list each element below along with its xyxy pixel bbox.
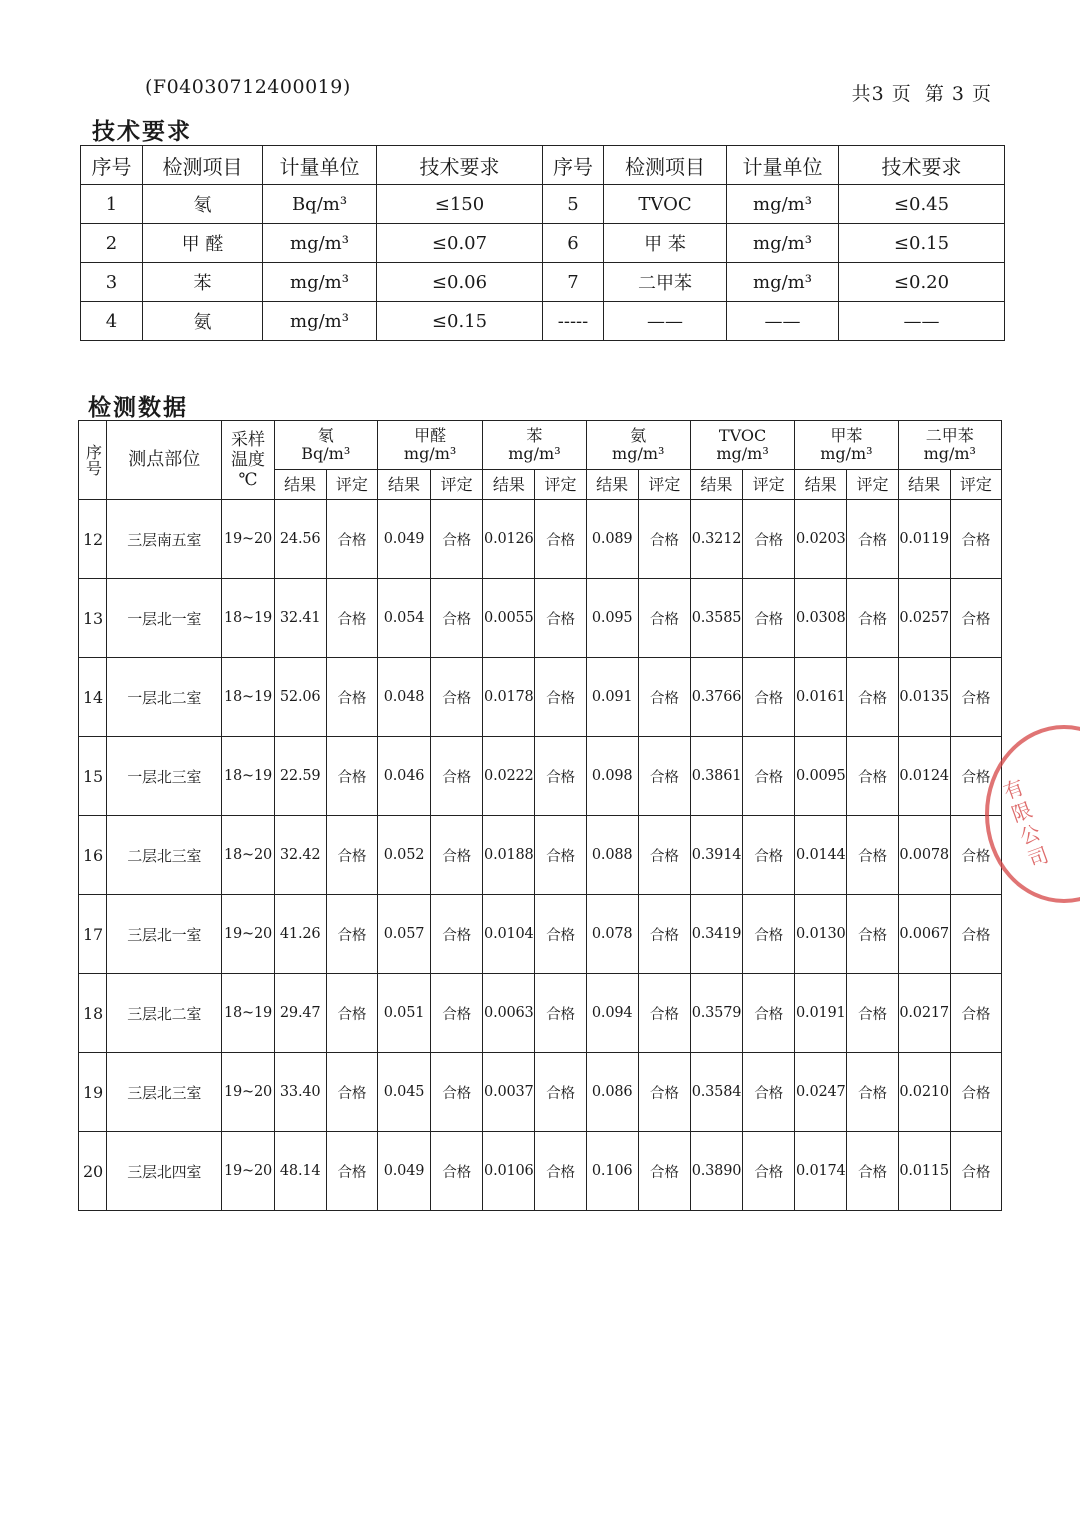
req-cell: 1 [81, 185, 143, 224]
temp-unit: ℃ [238, 470, 258, 490]
req-col-header: 技术要求 [377, 146, 543, 185]
evaluation-value: 合格 [535, 816, 586, 895]
data-row [79, 1053, 1002, 1132]
req-cell: 二甲苯 [604, 263, 727, 302]
row-location: 三层北四室 [107, 1132, 222, 1211]
pollutant-name: 苯 [526, 426, 543, 445]
result-value: 0.078 [586, 895, 638, 974]
evaluation-value: 合格 [950, 974, 1001, 1053]
req-cell: ----- [543, 302, 604, 341]
evaluation-value: 合格 [326, 658, 377, 737]
row-temperature: 19~20 [222, 895, 274, 974]
row-index: 16 [79, 816, 107, 895]
evaluation-value: 合格 [950, 895, 1001, 974]
result-value: 0.0247 [795, 1053, 847, 1132]
requirements-table [80, 145, 1005, 341]
req-cell: 甲 醛 [143, 224, 263, 263]
evaluation-value: 合格 [431, 974, 483, 1053]
data-col-temp [222, 421, 274, 500]
evaluation-value: 合格 [326, 500, 377, 579]
evaluation-value: 合格 [950, 1132, 1001, 1211]
result-value: 33.40 [274, 1053, 326, 1132]
evaluation-value: 合格 [638, 737, 690, 816]
req-cell: 5 [543, 185, 604, 224]
report-number: (F04030712400019) [145, 76, 351, 98]
evaluation-value: 合格 [535, 737, 586, 816]
req-cell: —— [727, 302, 839, 341]
requirements-title: 技术要求 [92, 119, 192, 145]
result-col-header: 结果 [377, 470, 430, 500]
result-col-header: 结果 [483, 470, 535, 500]
result-value: 24.56 [274, 500, 326, 579]
result-value: 0.0037 [483, 1053, 535, 1132]
pollutant-name: 二甲苯 [925, 426, 974, 445]
result-value: 0.3579 [690, 974, 742, 1053]
evaluation-value: 合格 [847, 816, 898, 895]
row-location: 三层南五室 [107, 500, 222, 579]
row-index: 19 [79, 1053, 107, 1132]
result-value: 32.42 [274, 816, 326, 895]
pollutant-unit: mg/m³ [923, 444, 976, 463]
current-page: 第 3 页 [924, 83, 992, 105]
evaluation-value: 合格 [326, 816, 377, 895]
evaluation-value: 合格 [326, 895, 377, 974]
req-cell: —— [839, 302, 1005, 341]
pollutant-name: 甲苯 [830, 426, 863, 445]
req-cell: 2 [81, 224, 143, 263]
data-row [79, 658, 1002, 737]
req-cell: 3 [81, 263, 143, 302]
evaluation-value: 合格 [950, 737, 1001, 816]
row-temperature: 19~20 [222, 500, 274, 579]
evaluation-value: 合格 [431, 579, 483, 658]
evaluation-value: 合格 [431, 1053, 483, 1132]
result-value: 0.095 [586, 579, 638, 658]
pollutant-header [898, 421, 1001, 470]
evaluation-value: 合格 [535, 895, 586, 974]
result-value: 0.0067 [898, 895, 950, 974]
result-value: 0.0188 [483, 816, 535, 895]
evaluation-value: 合格 [743, 1053, 795, 1132]
result-value: 0.0115 [898, 1132, 950, 1211]
evaluation-value: 合格 [743, 500, 795, 579]
row-index: 15 [79, 737, 107, 816]
data-title: 检测数据 [88, 395, 188, 421]
result-value: 0.3890 [690, 1132, 742, 1211]
row-index: 17 [79, 895, 107, 974]
pollutant-name: 氡 [317, 426, 334, 445]
row-temperature: 18~19 [222, 974, 274, 1053]
eval-col-header: 评定 [743, 470, 795, 500]
req-cell: ≤0.06 [377, 263, 543, 302]
evaluation-value: 合格 [431, 658, 483, 737]
result-value: 0.057 [377, 895, 430, 974]
requirements-row [81, 185, 1005, 224]
result-col-header: 结果 [586, 470, 638, 500]
req-cell: —— [604, 302, 727, 341]
temp-label-line1: 采样 [231, 430, 266, 450]
req-col-header: 序号 [543, 146, 604, 185]
evaluation-value: 合格 [950, 1053, 1001, 1132]
evaluation-value: 合格 [431, 1132, 483, 1211]
evaluation-value: 合格 [431, 737, 483, 816]
evaluation-value: 合格 [847, 1053, 898, 1132]
row-temperature: 18~19 [222, 579, 274, 658]
result-value: 0.0106 [483, 1132, 535, 1211]
result-col-header: 结果 [898, 470, 950, 500]
evaluation-value: 合格 [326, 974, 377, 1053]
evaluation-value: 合格 [535, 500, 586, 579]
requirements-row [81, 263, 1005, 302]
evaluation-value: 合格 [638, 816, 690, 895]
pollutant-header [274, 421, 377, 470]
row-index: 18 [79, 974, 107, 1053]
data-row [79, 1132, 1002, 1211]
result-value: 0.3419 [690, 895, 742, 974]
req-col-header: 检测项目 [604, 146, 727, 185]
evaluation-value: 合格 [743, 1132, 795, 1211]
result-value: 0.0104 [483, 895, 535, 974]
evaluation-value: 合格 [847, 1132, 898, 1211]
result-value: 22.59 [274, 737, 326, 816]
row-temperature: 18~20 [222, 816, 274, 895]
row-location: 三层北一室 [107, 895, 222, 974]
row-temperature: 18~19 [222, 658, 274, 737]
evaluation-value: 合格 [847, 500, 898, 579]
req-cell: TVOC [604, 185, 727, 224]
pollutant-header [690, 421, 794, 470]
evaluation-value: 合格 [847, 658, 898, 737]
row-index: 20 [79, 1132, 107, 1211]
req-cell: mg/m³ [263, 263, 377, 302]
result-value: 0.052 [377, 816, 430, 895]
row-location: 三层北二室 [107, 974, 222, 1053]
requirements-row [81, 302, 1005, 341]
result-value: 0.094 [586, 974, 638, 1053]
req-col-header: 序号 [81, 146, 143, 185]
evaluation-value: 合格 [431, 816, 483, 895]
req-cell: mg/m³ [727, 224, 839, 263]
req-cell: ≤0.15 [377, 302, 543, 341]
row-location: 一层北二室 [107, 658, 222, 737]
result-value: 0.0203 [795, 500, 847, 579]
eval-col-header: 评定 [950, 470, 1001, 500]
pollutant-unit: mg/m³ [403, 444, 457, 463]
evaluation-value: 合格 [950, 816, 1001, 895]
evaluation-value: 合格 [950, 500, 1001, 579]
result-value: 0.0095 [795, 737, 847, 816]
result-value: 0.0055 [483, 579, 535, 658]
row-location: 一层北一室 [107, 579, 222, 658]
result-value: 52.06 [274, 658, 326, 737]
req-col-header: 计量单位 [727, 146, 839, 185]
data-row [79, 500, 1002, 579]
page-indicator [846, 79, 992, 106]
requirements-header-row [81, 146, 1005, 185]
row-index: 12 [79, 500, 107, 579]
result-value: 0.054 [377, 579, 430, 658]
result-col-header: 结果 [274, 470, 326, 500]
requirements-row [81, 224, 1005, 263]
result-value: 0.0063 [483, 974, 535, 1053]
req-cell: mg/m³ [263, 302, 377, 341]
result-value: 0.0222 [483, 737, 535, 816]
row-location: 三层北三室 [107, 1053, 222, 1132]
result-value: 0.0161 [795, 658, 847, 737]
req-cell: 氡 [143, 185, 263, 224]
eval-col-header: 评定 [326, 470, 377, 500]
req-col-header: 技术要求 [839, 146, 1005, 185]
result-value: 0.051 [377, 974, 430, 1053]
req-col-header: 检测项目 [143, 146, 263, 185]
evaluation-value: 合格 [743, 658, 795, 737]
row-temperature: 19~20 [222, 1053, 274, 1132]
result-value: 0.0217 [898, 974, 950, 1053]
result-value: 0.049 [377, 500, 430, 579]
evaluation-value: 合格 [638, 895, 690, 974]
row-temperature: 18~19 [222, 737, 274, 816]
result-value: 0.0144 [795, 816, 847, 895]
pollutant-unit: mg/m³ [508, 444, 561, 463]
data-row [79, 895, 1002, 974]
req-cell: 氨 [143, 302, 263, 341]
evaluation-value: 合格 [638, 974, 690, 1053]
result-value: 0.0130 [795, 895, 847, 974]
req-cell: ≤0.07 [377, 224, 543, 263]
evaluation-value: 合格 [638, 658, 690, 737]
evaluation-value: 合格 [743, 579, 795, 658]
evaluation-value: 合格 [431, 895, 483, 974]
result-value: 0.089 [586, 500, 638, 579]
req-cell: ≤150 [377, 185, 543, 224]
data-row [79, 816, 1002, 895]
pollutant-header [483, 421, 586, 470]
result-value: 0.0257 [898, 579, 950, 658]
result-value: 0.3212 [690, 500, 742, 579]
result-value: 0.046 [377, 737, 430, 816]
pollutant-name: TVOC [718, 426, 767, 445]
temp-label-line2: 温度 [231, 450, 266, 470]
result-value: 0.106 [586, 1132, 638, 1211]
req-cell: mg/m³ [263, 224, 377, 263]
pollutant-header [377, 421, 482, 470]
result-value: 0.048 [377, 658, 430, 737]
result-value: 0.098 [586, 737, 638, 816]
result-value: 0.0178 [483, 658, 535, 737]
row-location: 二层北三室 [107, 816, 222, 895]
result-value: 0.049 [377, 1132, 430, 1211]
evaluation-value: 合格 [743, 974, 795, 1053]
result-value: 0.0210 [898, 1053, 950, 1132]
evaluation-value: 合格 [847, 974, 898, 1053]
seal-text: 有限公司 [997, 775, 1053, 875]
result-value: 0.3861 [690, 737, 742, 816]
row-temperature: 19~20 [222, 1132, 274, 1211]
row-index: 14 [79, 658, 107, 737]
result-col-header: 结果 [795, 470, 847, 500]
evaluation-value: 合格 [431, 500, 483, 579]
pollutant-unit: mg/m³ [716, 444, 769, 463]
result-value: 0.086 [586, 1053, 638, 1132]
evaluation-value: 合格 [535, 974, 586, 1053]
result-value: 0.0174 [795, 1132, 847, 1211]
data-col-idx: 序号 [79, 421, 107, 500]
pollutant-name: 氨 [630, 426, 647, 445]
evaluation-value: 合格 [638, 1053, 690, 1132]
evaluation-value: 合格 [847, 579, 898, 658]
data-row [79, 737, 1002, 816]
evaluation-value: 合格 [535, 1053, 586, 1132]
data-row [79, 974, 1002, 1053]
result-value: 48.14 [274, 1132, 326, 1211]
req-cell: 甲 苯 [604, 224, 727, 263]
eval-col-header: 评定 [535, 470, 586, 500]
evaluation-value: 合格 [535, 579, 586, 658]
evaluation-value: 合格 [743, 737, 795, 816]
evaluation-value: 合格 [847, 737, 898, 816]
evaluation-value: 合格 [638, 1132, 690, 1211]
evaluation-value: 合格 [326, 737, 377, 816]
result-value: 0.3585 [690, 579, 742, 658]
eval-col-header: 评定 [431, 470, 483, 500]
result-value: 29.47 [274, 974, 326, 1053]
result-value: 0.091 [586, 658, 638, 737]
evaluation-value: 合格 [638, 579, 690, 658]
pollutant-unit: Bq/m³ [301, 444, 351, 463]
evaluation-value: 合格 [743, 816, 795, 895]
evaluation-value: 合格 [326, 1132, 377, 1211]
result-value: 0.3914 [690, 816, 742, 895]
result-value: 41.26 [274, 895, 326, 974]
evaluation-value: 合格 [847, 895, 898, 974]
data-col-location: 测点部位 [107, 421, 222, 500]
result-value: 0.3584 [690, 1053, 742, 1132]
req-cell: Bq/m³ [263, 185, 377, 224]
result-value: 0.0119 [898, 500, 950, 579]
pollutant-name: 甲醛 [414, 426, 447, 445]
req-col-header: 计量单位 [263, 146, 377, 185]
result-value: 0.0124 [898, 737, 950, 816]
req-cell: ≤0.45 [839, 185, 1005, 224]
evaluation-value: 合格 [535, 658, 586, 737]
pollutant-unit: mg/m³ [820, 444, 873, 463]
req-cell: mg/m³ [727, 263, 839, 302]
evaluation-value: 合格 [950, 579, 1001, 658]
pollutant-unit: mg/m³ [612, 444, 665, 463]
evaluation-value: 合格 [743, 895, 795, 974]
result-value: 0.0135 [898, 658, 950, 737]
result-value: 0.0308 [795, 579, 847, 658]
result-value: 0.0191 [795, 974, 847, 1053]
eval-col-header: 评定 [847, 470, 898, 500]
eval-col-header: 评定 [638, 470, 690, 500]
total-pages: 共3 页 [851, 83, 912, 105]
pollutant-header [586, 421, 690, 470]
row-index: 13 [79, 579, 107, 658]
pollutant-header [795, 421, 898, 470]
req-cell: mg/m³ [727, 185, 839, 224]
measurement-data-table [78, 420, 1002, 1211]
evaluation-value: 合格 [950, 658, 1001, 737]
result-value: 0.3766 [690, 658, 742, 737]
result-col-header: 结果 [690, 470, 742, 500]
req-cell: 4 [81, 302, 143, 341]
evaluation-value: 合格 [326, 579, 377, 658]
result-value: 32.41 [274, 579, 326, 658]
evaluation-value: 合格 [638, 500, 690, 579]
req-cell: ≤0.15 [839, 224, 1005, 263]
req-cell: 7 [543, 263, 604, 302]
evaluation-value: 合格 [326, 1053, 377, 1132]
result-value: 0.0126 [483, 500, 535, 579]
data-row [79, 579, 1002, 658]
result-value: 0.0078 [898, 816, 950, 895]
req-cell: 苯 [143, 263, 263, 302]
req-cell: 6 [543, 224, 604, 263]
result-value: 0.088 [586, 816, 638, 895]
row-location: 一层北三室 [107, 737, 222, 816]
evaluation-value: 合格 [535, 1132, 586, 1211]
req-cell: ≤0.20 [839, 263, 1005, 302]
result-value: 0.045 [377, 1053, 430, 1132]
data-header-row-1 [79, 421, 1002, 470]
